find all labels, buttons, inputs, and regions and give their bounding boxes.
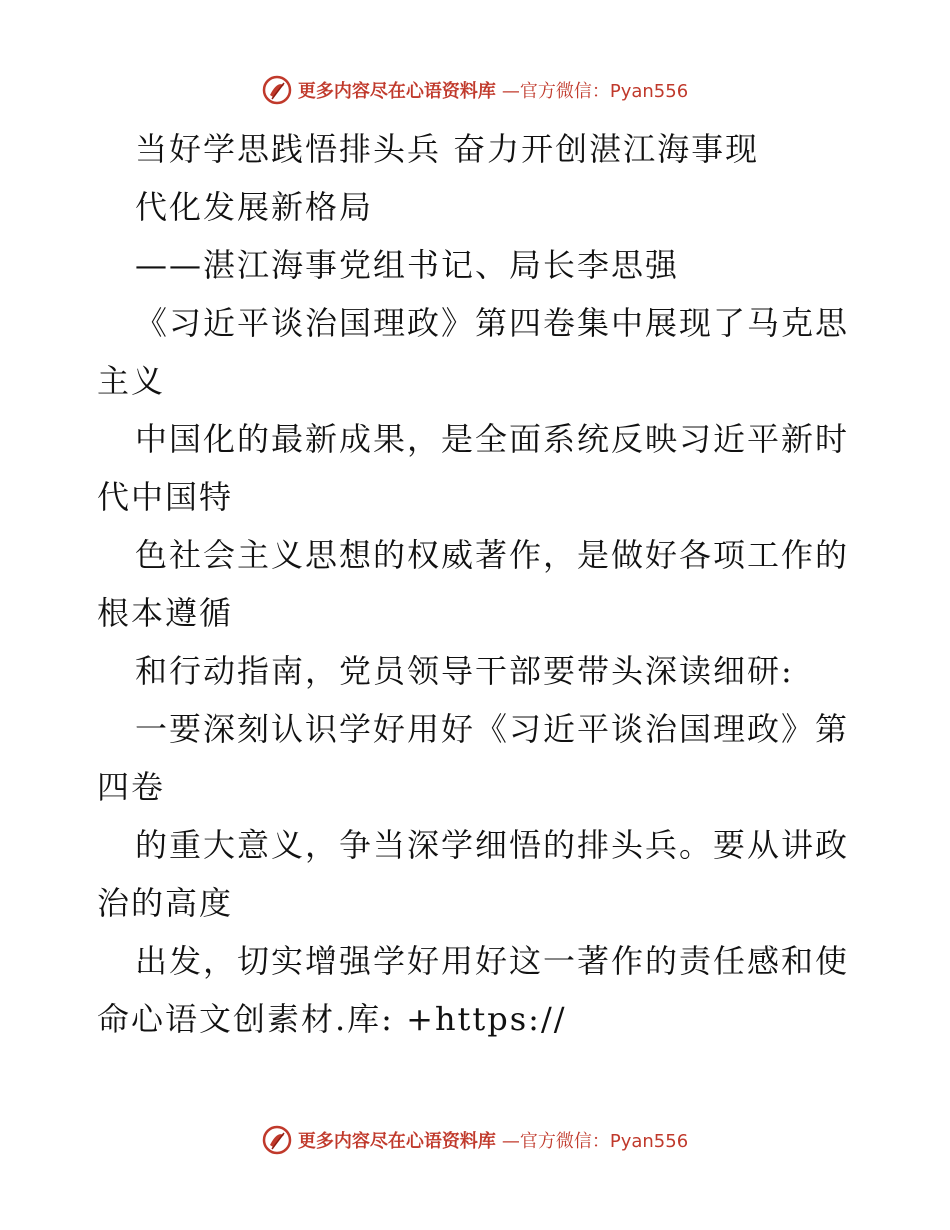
header-banner — [0, 70, 950, 110]
body-line: 一要深刻认识学好用好《习近平谈治国理政》第 — [135, 710, 850, 748]
footer-banner-sub-text: —官方微信：Pyan556 — [501, 1131, 689, 1152]
header-banner-main-text: 更多内容尽在心语资料库 — [297, 81, 496, 102]
body-line: 《习近平谈治国理政》第四卷集中展现了马克思 — [135, 304, 850, 342]
body-line: 代中国特 — [97, 478, 234, 516]
document-body — [97, 120, 857, 1048]
body-line: 中国化的最新成果，是全面系统反映习近平新时 — [135, 420, 850, 458]
body-line: 和行动指南，党员领导干部要带头深读细研: — [135, 652, 794, 690]
logo-icon — [262, 75, 292, 105]
body-line: 四卷 — [97, 768, 166, 806]
body-line: 代化发展新格局 — [135, 188, 374, 226]
body-line: 治的高度 — [97, 884, 234, 922]
body-line: 的重大意义，争当深学细悟的排头兵。要从讲政 — [135, 826, 850, 864]
header-banner-sub-text: —官方微信：Pyan556 — [501, 81, 689, 102]
body-line: 主义 — [97, 362, 166, 400]
body-line: 当好学思践悟排头兵 奋力开创湛江海事现 — [135, 130, 760, 168]
body-line: 色社会主义思想的权威著作，是做好各项工作的 — [135, 536, 850, 574]
body-line: 出发，切实增强学好用好这一著作的责任感和使 — [135, 942, 850, 980]
body-line: 命心语文创素材.库: +https:// — [97, 1000, 567, 1038]
body-line: ——湛江海事党组书记、局长李思强 — [135, 246, 680, 284]
footer-banner — [0, 1120, 950, 1160]
logo-icon — [262, 1125, 292, 1155]
body-line: 根本遵循 — [97, 594, 234, 632]
footer-banner-main-text: 更多内容尽在心语资料库 — [297, 1131, 496, 1152]
